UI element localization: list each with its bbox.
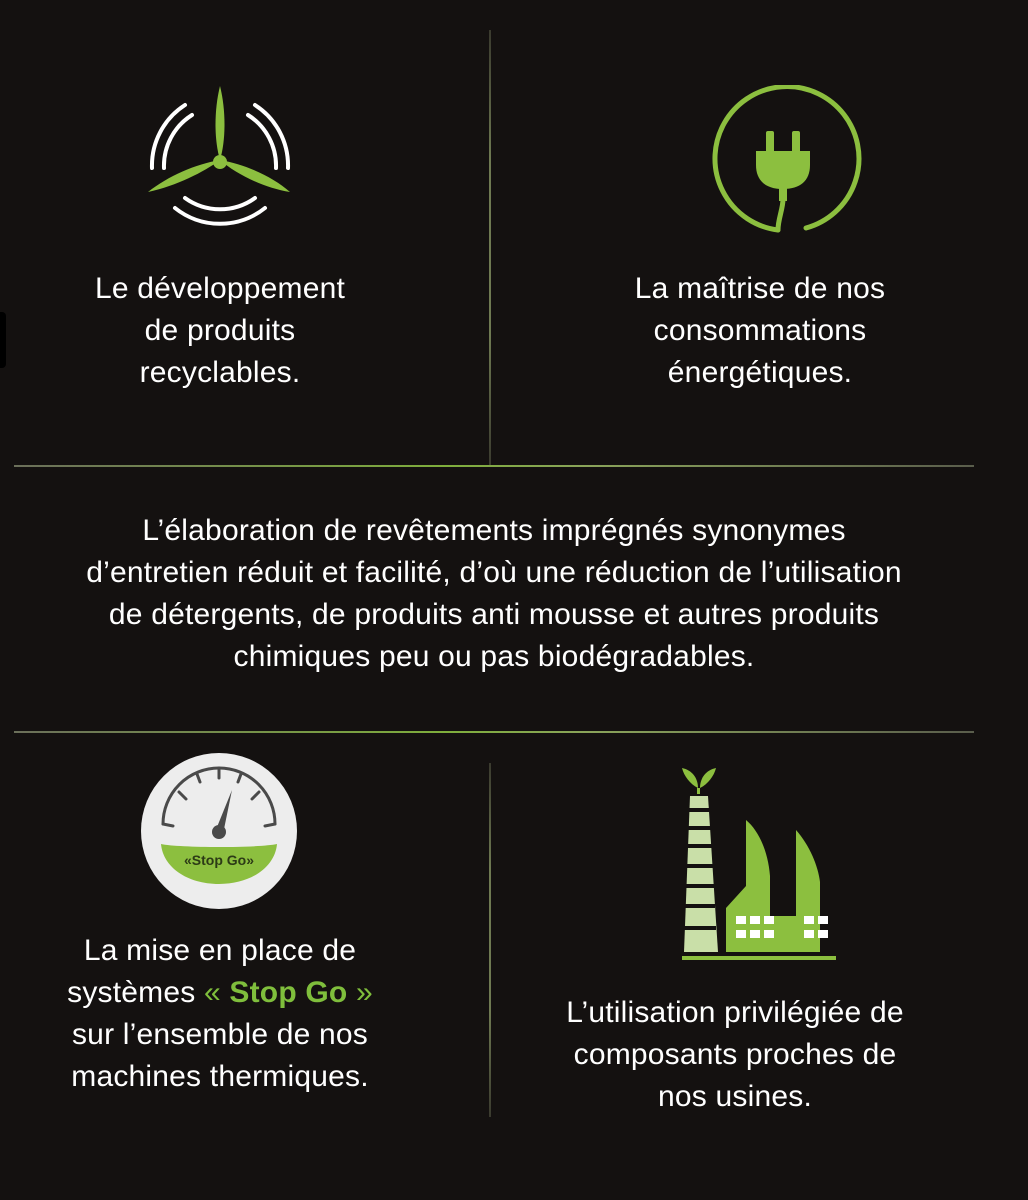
gauge-label: «Stop Go» xyxy=(183,852,254,868)
caption-local-components xyxy=(530,992,940,1118)
caption-line: machines thermiques. xyxy=(71,1060,369,1093)
caption-line: La mise en place de xyxy=(83,934,357,967)
caption-line: La maîtrise de nos xyxy=(634,272,886,305)
caption-line: Le développement xyxy=(94,272,346,305)
caption-line: d’entretien réduit et facilité, d’où une réduction de l’utilisation xyxy=(86,556,902,589)
caption-line: L’élaboration de revêtements imprégnés synonymes xyxy=(142,514,846,547)
caption-recyclable-products xyxy=(40,268,400,394)
caption-energy-consumption xyxy=(560,268,960,394)
stop-go-highlight: Stop Go xyxy=(220,976,356,1009)
gauge-icon xyxy=(139,752,299,910)
caption-impregnated-coatings xyxy=(14,510,974,678)
caption-line: sur l’ensemble de nos xyxy=(71,1018,369,1051)
caption-line: chimiques peu ou pas biodégradables. xyxy=(233,640,755,673)
caption-line: nos usines. xyxy=(658,1080,812,1113)
divider-vertical-bottom xyxy=(489,763,491,1117)
divider-horizontal-top xyxy=(14,465,974,467)
caption-line: L’utilisation privilégiée de xyxy=(566,996,904,1029)
green-factory-icon xyxy=(678,766,842,970)
caption-line: consommations xyxy=(653,314,867,347)
divider-vertical-top xyxy=(489,30,491,466)
caption-line: recyclables. xyxy=(139,356,301,389)
caption-text: systèmes xyxy=(67,976,204,1009)
caption-line: composants proches de xyxy=(573,1038,897,1071)
caption-line: de détergents, de produits anti mousse et autres produits xyxy=(108,598,880,631)
caption-line: énergétiques. xyxy=(667,356,853,389)
caption-line-stop-go xyxy=(20,972,420,1014)
caption-line: de produits xyxy=(144,314,296,347)
wind-turbine-icon xyxy=(140,80,300,240)
quote-close: » xyxy=(355,976,373,1009)
edge-tab xyxy=(0,312,6,368)
quote-open: « xyxy=(203,976,221,1009)
caption-stop-go-systems xyxy=(20,930,420,1098)
power-plug-icon xyxy=(706,85,862,235)
divider-horizontal-bottom xyxy=(14,731,974,733)
